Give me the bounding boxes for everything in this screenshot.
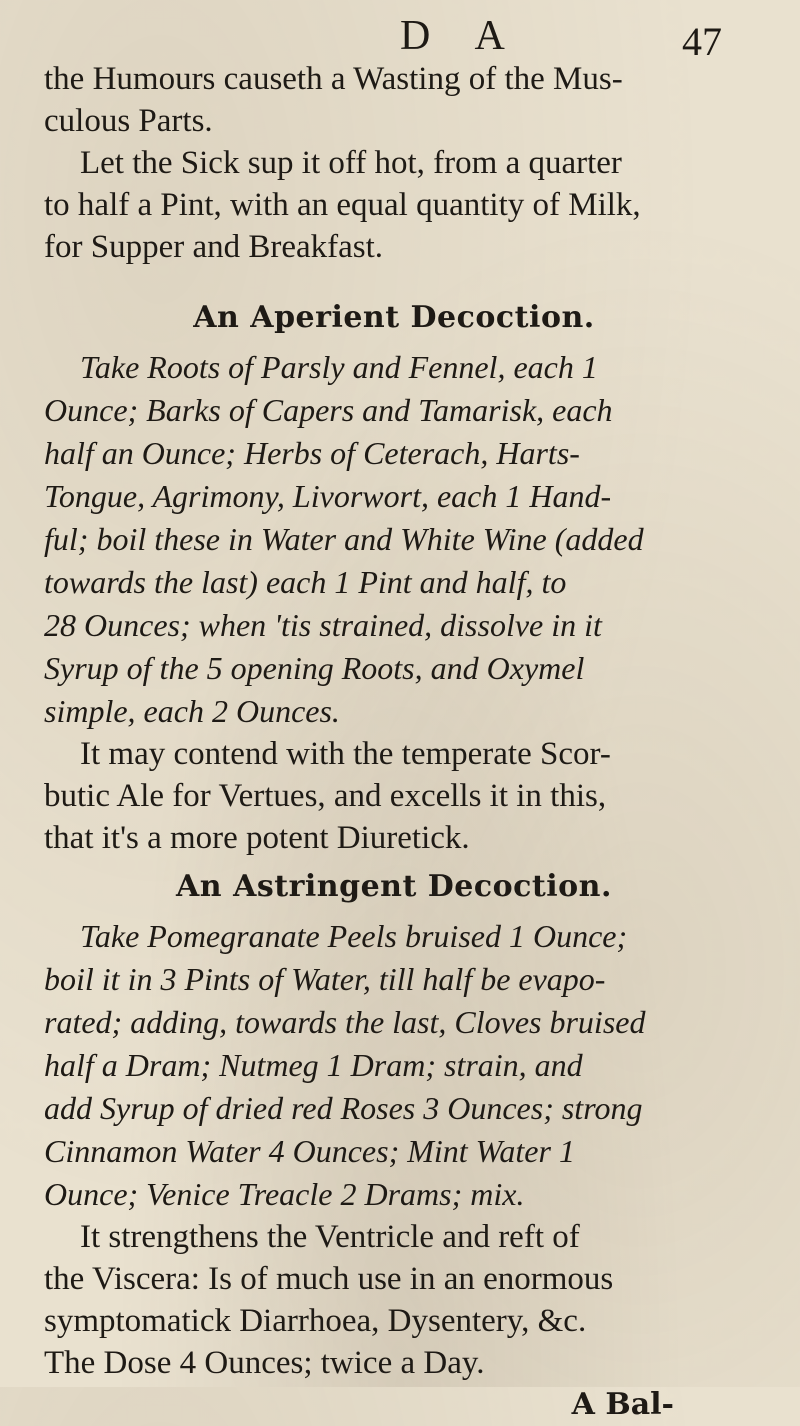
recipe-line: Tongue, Agrimony, Livorwort, each 1 Hand- [44,478,612,514]
recipe-line: rated; adding, towards the last, Cloves bruised [44,1004,646,1040]
recipe-line: add Syrup of dried red Roses 3 Ounces; strong [44,1090,643,1126]
recipe-line: Take Roots of Parsly and Fennel, each 1 [80,349,598,385]
recipe-line: Ounce; Barks of Capers and Tamarisk, each [44,392,613,428]
recipe-line: ful; boil these in Water and White Wine (added [44,521,644,557]
text-line: the Humours causeth a Wasting of the Mus- [44,61,623,97]
recipe-line: simple, each 2 Ounces. [44,693,340,729]
text-line: that it's a more potent Diuretick. [44,820,470,856]
text-line: Let the Sick sup it off hot, from a quarter [80,145,622,181]
page-text [44,58,744,1426]
text-line: the Viscera: Is of much use in an enormous [44,1261,614,1297]
catchword: A Bal- [571,1387,674,1422]
text-line: to half a Pint, with an equal quantity of Milk, [44,187,641,223]
recipe-line: Syrup of the 5 opening Roots, and Oxymel [44,650,585,686]
recipe-line: towards the last) each 1 Pint and half, to [44,564,567,600]
section-heading-aperient: An Aperient Decoction. [193,300,595,335]
text-line: symptomatick Diarrhoea, Dysentery, &c. [44,1303,587,1339]
text-line: butic Ale for Vertues, and excells it in this, [44,778,607,814]
recipe-line: Take Pomegranate Peels bruised 1 Ounce; [80,918,628,954]
recipe-line: 28 Ounces; when 'tis strained, dissolve in it [44,607,602,643]
section-heading-astringent: An Astringent Decoction. [176,869,612,904]
recipe-line: Cinnamon Water 4 Ounces; Mint Water 1 [44,1133,575,1169]
text-line: culous Parts. [44,103,213,139]
text-line: The Dose 4 Ounces; twice a Day. [44,1345,485,1381]
recipe-line: half an Ounce; Herbs of Ceterach, Harts- [44,435,580,471]
text-line: It strengthens the Ventricle and reft of [80,1219,580,1255]
text-line: for Supper and Breakfast. [44,229,384,265]
page-number: 47 [682,19,722,64]
recipe-line: boil it in 3 Pints of Water, till half be evapo- [44,961,606,997]
signature-mark: D A [400,13,523,59]
recipe-line: half a Dram; Nutmeg 1 Dram; strain, and [44,1047,583,1083]
recipe-line: Ounce; Venice Treacle 2 Drams; mix. [44,1176,525,1212]
text-line: It may contend with the temperate Scor- [80,736,611,772]
